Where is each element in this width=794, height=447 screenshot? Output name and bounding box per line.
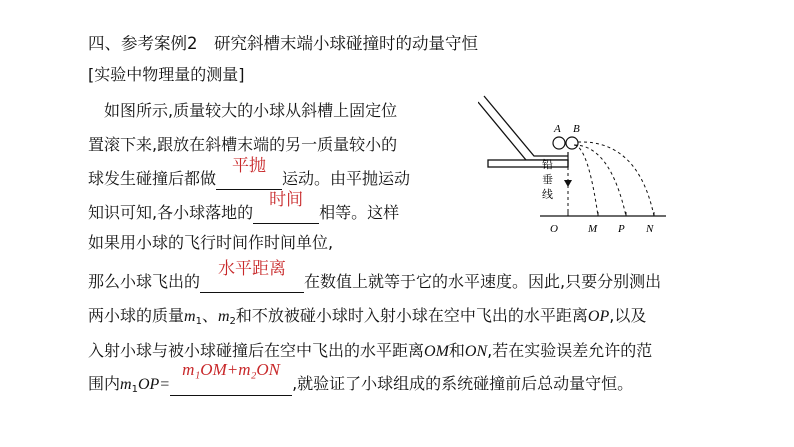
text-line xyxy=(88,190,400,224)
answer-text: m₁OM+m₂ON xyxy=(182,360,281,379)
math-m2: m xyxy=(217,308,230,325)
plumb-label: 垂 xyxy=(542,173,553,186)
answer-blank xyxy=(170,360,292,396)
text-fragment: 和 xyxy=(448,341,465,360)
plumb-label: 线 xyxy=(542,188,553,201)
math-eq: OP= xyxy=(137,376,171,393)
text-line xyxy=(88,360,634,396)
text-fragment: 两小球的质量 xyxy=(88,306,185,325)
ball-a xyxy=(553,137,565,149)
text-fragment: ,若在实验误差允许的范 xyxy=(487,341,653,360)
label-n: N xyxy=(646,223,654,235)
math-on: ON xyxy=(464,343,488,360)
text-fragment: 、 xyxy=(201,306,218,325)
math-om: OM xyxy=(424,343,449,360)
table-block xyxy=(488,160,568,167)
text-fragment: 知识可知,各小球落地的 xyxy=(88,203,254,222)
text-fragment: 运动。由平抛运动 xyxy=(282,169,411,188)
experiment-figure xyxy=(478,90,678,240)
text-fragment: 球发生碰撞后都做 xyxy=(88,169,217,188)
ball-b xyxy=(566,137,578,149)
answer-text: 水平距离 xyxy=(218,259,287,279)
label-a: A xyxy=(554,123,561,135)
subheading: [实验中物理量的测量] xyxy=(88,65,245,84)
answer-blank xyxy=(200,259,304,293)
plumb-label: 铅 xyxy=(542,158,553,171)
text-fragment: 和不放被碰小球时入射小球在空中飞出的水平距离 xyxy=(235,306,588,325)
text-fragment: ,就验证了小球组成的系统碰撞前后总动量守恒。 xyxy=(292,374,634,393)
math-m1: m xyxy=(184,308,196,325)
label-b: B xyxy=(573,123,580,135)
answer-text: 时间 xyxy=(269,190,304,210)
text-fragment: 在数值上就等于它的水平速度。因此,只要分别测出 xyxy=(304,272,662,291)
label-p: P xyxy=(618,223,625,235)
text-line: 如图所示,质量较大的小球从斜槽上固定位 xyxy=(88,101,398,120)
answer-text: 平抛 xyxy=(232,156,267,176)
label-m: M xyxy=(588,223,598,235)
answer-blank xyxy=(216,156,282,190)
trajectory-om xyxy=(574,145,598,216)
trajectory-on xyxy=(578,142,654,216)
text-line xyxy=(88,259,662,293)
text-fragment: 相等。这样 xyxy=(319,203,400,222)
answer-blank xyxy=(253,190,319,224)
text-line xyxy=(88,156,411,190)
subscript: 1 xyxy=(131,384,138,395)
section-heading: 四、参考案例2 研究斜槽末端小球碰撞时的动量守恒 xyxy=(88,34,478,53)
subscript: 1 xyxy=(195,316,202,327)
text-line: 置滚下来,跟放在斜槽末端的另一质量较小的 xyxy=(88,135,398,154)
text-fragment: 那么小球飞出的 xyxy=(88,272,201,291)
subscript: 2 xyxy=(229,316,236,327)
math-op: OP xyxy=(587,308,610,325)
text-fragment: 入射小球与被小球碰撞后在空中飞出的水平距离 xyxy=(88,341,425,360)
text-line xyxy=(88,305,646,328)
trajectory-op xyxy=(574,145,626,216)
text-fragment: 围内 xyxy=(88,374,121,393)
text-line: 如果用小球的飞行时间作时间单位, xyxy=(88,233,334,252)
label-o: O xyxy=(550,223,558,235)
text-fragment: ,以及 xyxy=(609,306,647,325)
math-m1: m xyxy=(120,376,132,393)
plumb-bob xyxy=(564,180,572,187)
